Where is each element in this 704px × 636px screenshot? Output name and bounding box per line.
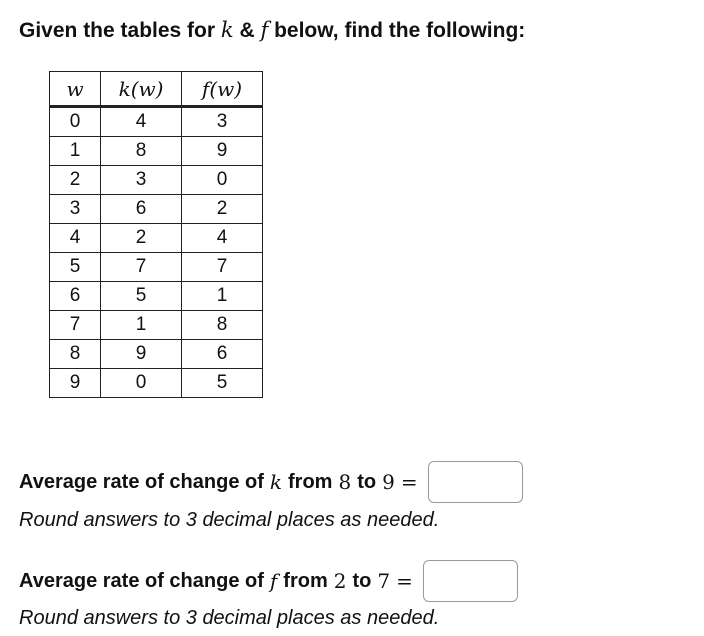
question-start: 2 — [333, 569, 347, 593]
cell-f: 2 — [182, 195, 263, 224]
heading-prefix: Given the tables for — [19, 19, 221, 42]
question-equals: = — [396, 569, 413, 593]
question-prefix: Average rate of change of — [19, 470, 264, 493]
question-prefix: Average rate of change of — [19, 569, 264, 592]
table-row — [50, 195, 263, 224]
cell-w: 2 — [50, 166, 101, 195]
cell-k: 6 — [101, 195, 182, 224]
cell-w: 3 — [50, 195, 101, 224]
cell-f: 6 — [182, 340, 263, 369]
heading-var-f: f — [260, 18, 269, 42]
table-row — [50, 107, 263, 137]
header-f: f(w) — [182, 72, 263, 107]
question-var: f — [269, 569, 278, 593]
table-row — [50, 369, 263, 398]
table-row — [50, 340, 263, 369]
answer-input-f[interactable] — [423, 560, 518, 602]
cell-w: 0 — [50, 107, 101, 137]
cell-k: 9 — [101, 340, 182, 369]
cell-w: 4 — [50, 224, 101, 253]
cell-w: 5 — [50, 253, 101, 282]
cell-w: 8 — [50, 340, 101, 369]
question-end: 9 — [382, 470, 395, 494]
cell-f: 1 — [182, 282, 263, 311]
table-header-row — [50, 72, 263, 107]
header-w: w — [50, 72, 101, 107]
question-from: from — [288, 470, 333, 493]
cell-k: 2 — [101, 224, 182, 253]
cell-f: 0 — [182, 166, 263, 195]
question-var: k — [269, 470, 283, 494]
cell-k: 0 — [101, 369, 182, 398]
rounding-note: Round answers to 3 decimal places as needed. — [19, 509, 440, 531]
cell-f: 8 — [182, 311, 263, 340]
heading-amp: & — [233, 19, 261, 42]
question-k-rate — [19, 461, 523, 503]
table-row — [50, 282, 263, 311]
question-f-rate — [19, 560, 518, 602]
heading-var-k: k — [220, 18, 234, 42]
question-start: 8 — [338, 470, 352, 494]
question-end: 7 — [377, 569, 391, 593]
table-row — [50, 311, 263, 340]
cell-f: 9 — [182, 137, 263, 166]
cell-k: 3 — [101, 166, 182, 195]
cell-k: 1 — [101, 311, 182, 340]
cell-f: 5 — [182, 369, 263, 398]
cell-f: 4 — [182, 224, 263, 253]
table-row — [50, 137, 263, 166]
question-to: to — [352, 569, 372, 592]
cell-k: 5 — [101, 282, 182, 311]
table-row — [50, 253, 263, 282]
rounding-note: Round answers to 3 decimal places as needed. — [19, 607, 440, 629]
cell-f: 3 — [182, 107, 263, 137]
cell-w: 7 — [50, 311, 101, 340]
cell-w: 1 — [50, 137, 101, 166]
problem-heading — [19, 18, 525, 43]
cell-k: 4 — [101, 107, 182, 137]
heading-suffix: below, find the following: — [268, 19, 526, 42]
question-to: to — [357, 470, 377, 493]
cell-k: 8 — [101, 137, 182, 166]
answer-input-k[interactable] — [428, 461, 523, 503]
table-row — [50, 166, 263, 195]
cell-f: 7 — [182, 253, 263, 282]
values-table — [49, 71, 263, 398]
cell-k: 7 — [101, 253, 182, 282]
question-equals: = — [400, 470, 418, 494]
header-k: k(w) — [101, 72, 182, 107]
table-row — [50, 224, 263, 253]
cell-w: 6 — [50, 282, 101, 311]
cell-w: 9 — [50, 369, 101, 398]
question-from: from — [283, 569, 328, 592]
